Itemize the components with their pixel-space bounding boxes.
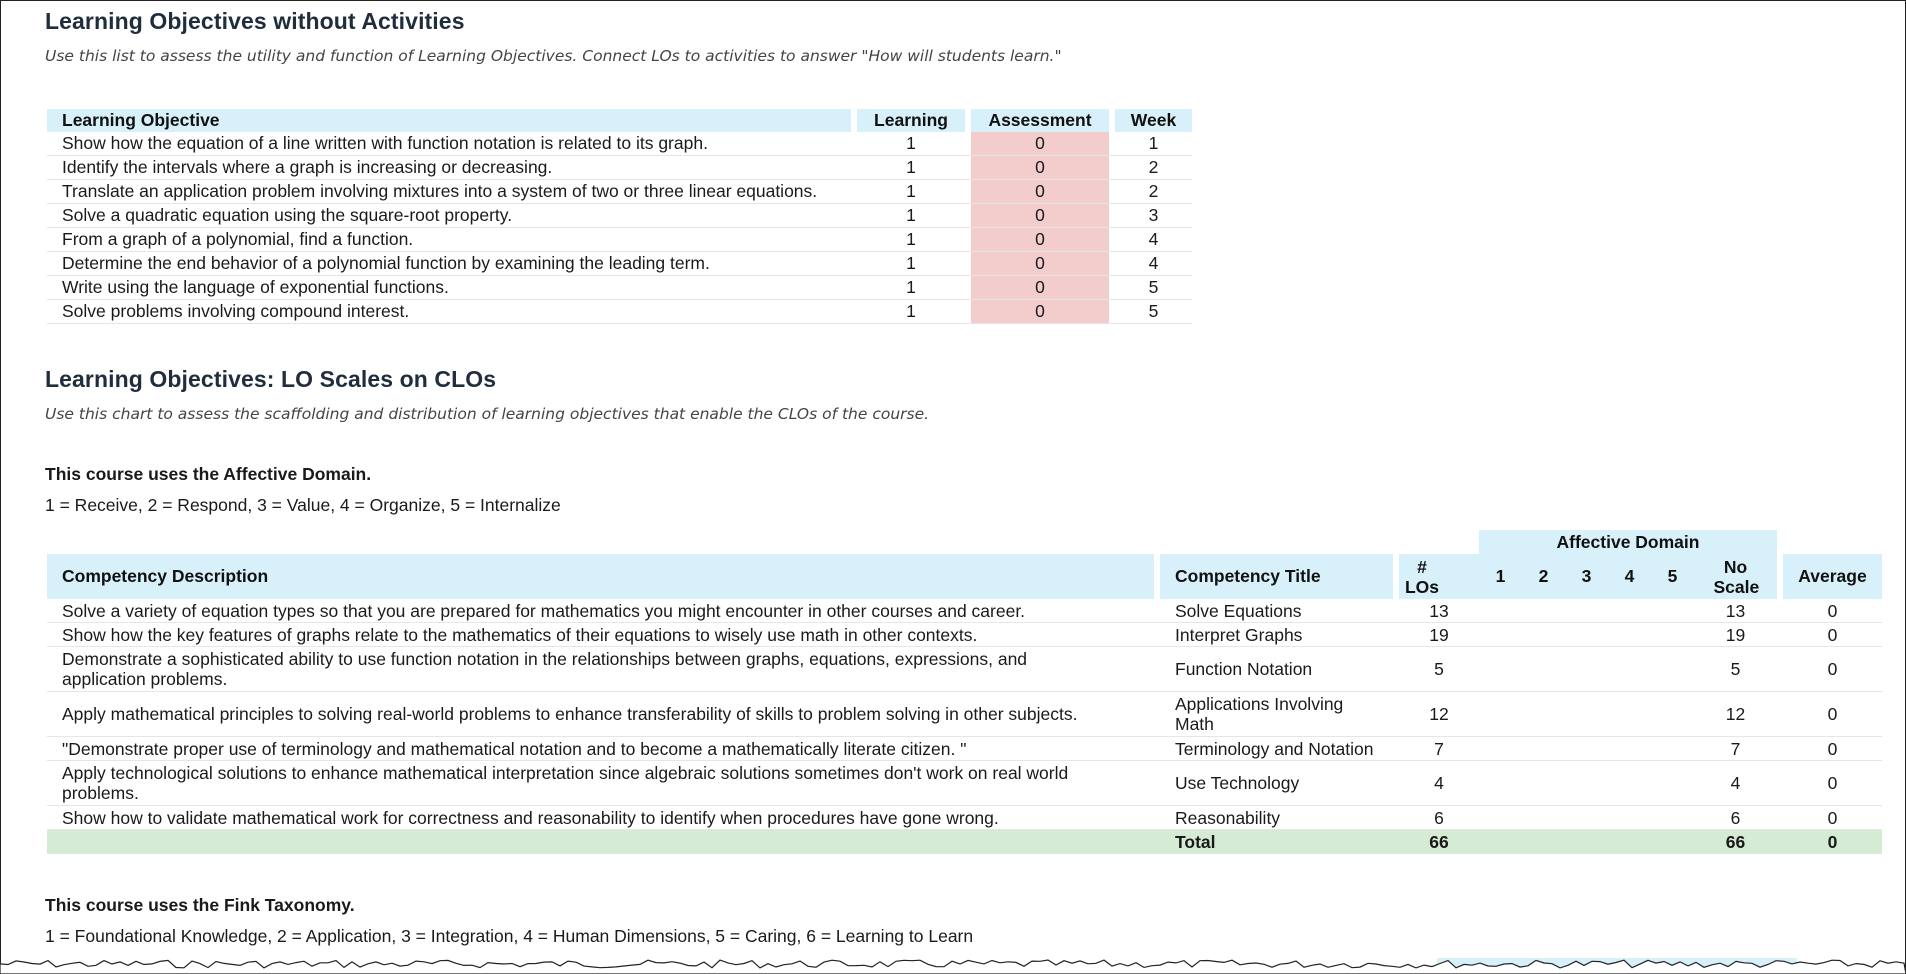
total-row [47, 830, 1882, 854]
group-header-affective-domain: Affective Domain [1479, 530, 1777, 554]
week-cell: 2 [1115, 156, 1192, 180]
scale-2-cell [1522, 599, 1565, 623]
col-header-assessment: Assessment [971, 109, 1109, 132]
total-average: 0 [1783, 830, 1882, 854]
col-header-scale-3: 3 [1565, 554, 1608, 599]
scale-1-cell [1479, 599, 1522, 623]
assessment-cell: 0 [971, 252, 1109, 276]
week-cell: 4 [1115, 252, 1192, 276]
scale-4-cell [1608, 692, 1651, 737]
domain-notice: This course uses the Affective Domain. [45, 464, 372, 484]
no-scale-cell: 6 [1694, 806, 1777, 830]
average-cell: 0 [1783, 647, 1882, 692]
competency-description-cell: Apply technological solutions to enhance mathematical interpretation since algebraic solutions sometimes don't work on real world problems. [47, 761, 1154, 806]
learning-cell: 1 [857, 276, 965, 300]
assessment-cell: 0 [971, 276, 1109, 300]
assessment-cell: 0 [971, 156, 1109, 180]
scale-3-cell [1565, 737, 1608, 761]
col-header-learning-objective: Learning Objective [47, 109, 851, 132]
scale-4-cell [1608, 623, 1651, 647]
num-los-cell: 13 [1399, 599, 1479, 623]
learning-cell: 1 [857, 204, 965, 228]
domain-notice-fink: This course uses the Fink Taxonomy. [45, 895, 355, 915]
objective-cell: Solve a quadratic equation using the square-root property. [47, 204, 851, 228]
total-no-scale: 66 [1694, 830, 1777, 854]
col-header-competency-title: Competency Title [1160, 554, 1393, 599]
col-header-num-los-label: # LOs [1404, 556, 1440, 597]
clo-scales-table [47, 530, 1882, 854]
scale-2-cell [1522, 692, 1565, 737]
week-cell: 2 [1115, 180, 1192, 204]
table-row [47, 692, 1882, 737]
group-header-row [47, 530, 1882, 554]
competency-title-cell: Function Notation [1160, 647, 1393, 692]
scale-5-cell [1651, 623, 1694, 647]
learning-cell: 1 [857, 300, 965, 324]
scale-1-cell [1479, 806, 1522, 830]
num-los-cell: 5 [1399, 647, 1479, 692]
col-header-average: Average [1783, 554, 1882, 599]
num-los-cell: 7 [1399, 737, 1479, 761]
lo-without-activities-table [47, 109, 1192, 324]
objective-cell: Identify the intervals where a graph is increasing or decreasing. [47, 156, 851, 180]
average-cell: 0 [1783, 623, 1882, 647]
num-los-cell: 6 [1399, 806, 1479, 830]
average-cell: 0 [1783, 761, 1882, 806]
assessment-cell: 0 [971, 180, 1109, 204]
objective-cell: Write using the language of exponential functions. [47, 276, 851, 300]
scale-5-cell [1651, 737, 1694, 761]
scale-2-cell [1522, 647, 1565, 692]
competency-title-cell: Terminology and Notation [1160, 737, 1393, 761]
objective-cell: Show how the equation of a line written with function notation is related to its graph. [47, 132, 851, 156]
scale-5-cell [1651, 599, 1694, 623]
assessment-cell: 0 [971, 132, 1109, 156]
no-scale-cell: 5 [1694, 647, 1777, 692]
scale-legend-fink: 1 = Foundational Knowledge, 2 = Application, 3 = Integration, 4 = Human Dimensions, 5 = Caring, 6 = Learning to Learn [45, 926, 974, 946]
num-los-cell: 12 [1399, 692, 1479, 737]
assessment-cell: 0 [971, 300, 1109, 324]
assessment-cell: 0 [971, 204, 1109, 228]
table-row [47, 204, 1192, 228]
scale-3-cell [1565, 806, 1608, 830]
scale-3-cell [1565, 692, 1608, 737]
section-title-lo-without-activities: Learning Objectives without Activities [45, 8, 465, 34]
competency-title-cell: Applications Involving Math [1160, 692, 1393, 737]
competency-description-cell: Solve a variety of equation types so that you are prepared for mathematics you might encounter in other courses and career. [47, 599, 1154, 623]
scale-4-cell [1608, 599, 1651, 623]
num-los-cell: 19 [1399, 623, 1479, 647]
week-cell: 3 [1115, 204, 1192, 228]
assessment-cell: 0 [971, 228, 1109, 252]
table-row [47, 252, 1192, 276]
objective-cell: Determine the end behavior of a polynomial function by examining the leading term. [47, 252, 851, 276]
learning-cell: 1 [857, 132, 965, 156]
no-scale-cell: 12 [1694, 692, 1777, 737]
table-row [47, 180, 1192, 204]
scale-2-cell [1522, 737, 1565, 761]
competency-description-cell: Show how the key features of graphs relate to the mathematics of their equations to wisely use math in other contexts. [47, 623, 1154, 647]
scale-1-cell [1479, 761, 1522, 806]
objective-cell: From a graph of a polynomial, find a function. [47, 228, 851, 252]
no-scale-cell: 7 [1694, 737, 1777, 761]
col-header-num-los [1399, 554, 1479, 599]
table-header-row [47, 109, 1192, 132]
learning-cell: 1 [857, 180, 965, 204]
scale-legend: 1 = Receive, 2 = Respond, 3 = Value, 4 = Organize, 5 = Internalize [45, 495, 561, 515]
section-subtitle: Use this chart to assess the scaffolding and distribution of learning objectives that enable the CLOs of the course. [45, 405, 930, 423]
scale-3-cell [1565, 599, 1608, 623]
scale-3-cell [1565, 623, 1608, 647]
col-header-scale-2: 2 [1522, 554, 1565, 599]
scale-3-cell [1565, 647, 1608, 692]
no-scale-cell: 4 [1694, 761, 1777, 806]
scale-4-cell [1608, 761, 1651, 806]
scale-5-cell [1651, 692, 1694, 737]
col-header-no-scale [1694, 554, 1777, 599]
scale-1-cell [1479, 737, 1522, 761]
col-header-scale-4: 4 [1608, 554, 1651, 599]
competency-description-cell: "Demonstrate proper use of terminology and mathematical notation and to become a mathematically literate citizen. " [47, 737, 1154, 761]
competency-description-cell: Show how to validate mathematical work for correctness and reasonability to identify when procedures have gone wrong. [47, 806, 1154, 830]
competency-title-cell: Solve Equations [1160, 599, 1393, 623]
col-header-no-scale-label: No Scale [1713, 556, 1760, 597]
scale-3-cell [1565, 761, 1608, 806]
competency-description-cell: Demonstrate a sophisticated ability to use function notation in the relationships between graphs, equations, expressions, and application problems. [47, 647, 1154, 692]
average-cell: 0 [1783, 737, 1882, 761]
col-header-learning: Learning [857, 109, 965, 132]
table-row [47, 599, 1882, 623]
section-title-lo-scales: Learning Objectives: LO Scales on CLOs [45, 366, 497, 392]
scale-5-cell [1651, 647, 1694, 692]
learning-cell: 1 [857, 252, 965, 276]
torn-edge [0, 955, 1906, 974]
average-cell: 0 [1783, 806, 1882, 830]
table-row [47, 132, 1192, 156]
scale-5-cell [1651, 761, 1694, 806]
objective-cell: Solve problems involving compound interest. [47, 300, 851, 324]
table-row [47, 156, 1192, 180]
learning-cell: 1 [857, 156, 965, 180]
scale-4-cell [1608, 737, 1651, 761]
scale-2-cell [1522, 623, 1565, 647]
competency-title-cell: Reasonability [1160, 806, 1393, 830]
col-header-week: Week [1115, 109, 1192, 132]
learning-cell: 1 [857, 228, 965, 252]
scale-1-cell [1479, 647, 1522, 692]
table-row [47, 300, 1192, 324]
week-cell: 5 [1115, 300, 1192, 324]
num-los-cell: 4 [1399, 761, 1479, 806]
scale-5-cell [1651, 806, 1694, 830]
col-header-competency-description: Competency Description [47, 554, 1154, 599]
week-cell: 1 [1115, 132, 1192, 156]
scale-4-cell [1608, 647, 1651, 692]
table-row [47, 647, 1882, 692]
table-row [47, 806, 1882, 830]
average-cell: 0 [1783, 692, 1882, 737]
table-row [47, 623, 1882, 647]
competency-description-cell: Apply mathematical principles to solving real-world problems to enhance transferability of skills to problem solving in other subjects. [47, 692, 1154, 737]
scale-2-cell [1522, 806, 1565, 830]
no-scale-cell: 19 [1694, 623, 1777, 647]
scale-2-cell [1522, 761, 1565, 806]
competency-title-cell: Use Technology [1160, 761, 1393, 806]
scale-1-cell [1479, 623, 1522, 647]
week-cell: 4 [1115, 228, 1192, 252]
section-subtitle: Use this list to assess the utility and function of Learning Objectives. Connect LOs to activities to answer "How will students learn." [45, 47, 1062, 65]
total-label: Total [1160, 830, 1393, 854]
col-header-scale-5: 5 [1651, 554, 1694, 599]
scale-4-cell [1608, 806, 1651, 830]
week-cell: 5 [1115, 276, 1192, 300]
table-row [47, 737, 1882, 761]
table-row [47, 761, 1882, 806]
objective-cell: Translate an application problem involving mixtures into a system of two or three linear equations. [47, 180, 851, 204]
table-row [47, 228, 1192, 252]
no-scale-cell: 13 [1694, 599, 1777, 623]
table-row [47, 276, 1192, 300]
total-los: 66 [1399, 830, 1479, 854]
competency-title-cell: Interpret Graphs [1160, 623, 1393, 647]
col-header-scale-1: 1 [1479, 554, 1522, 599]
scale-1-cell [1479, 692, 1522, 737]
average-cell: 0 [1783, 599, 1882, 623]
table-header-row [47, 554, 1882, 599]
